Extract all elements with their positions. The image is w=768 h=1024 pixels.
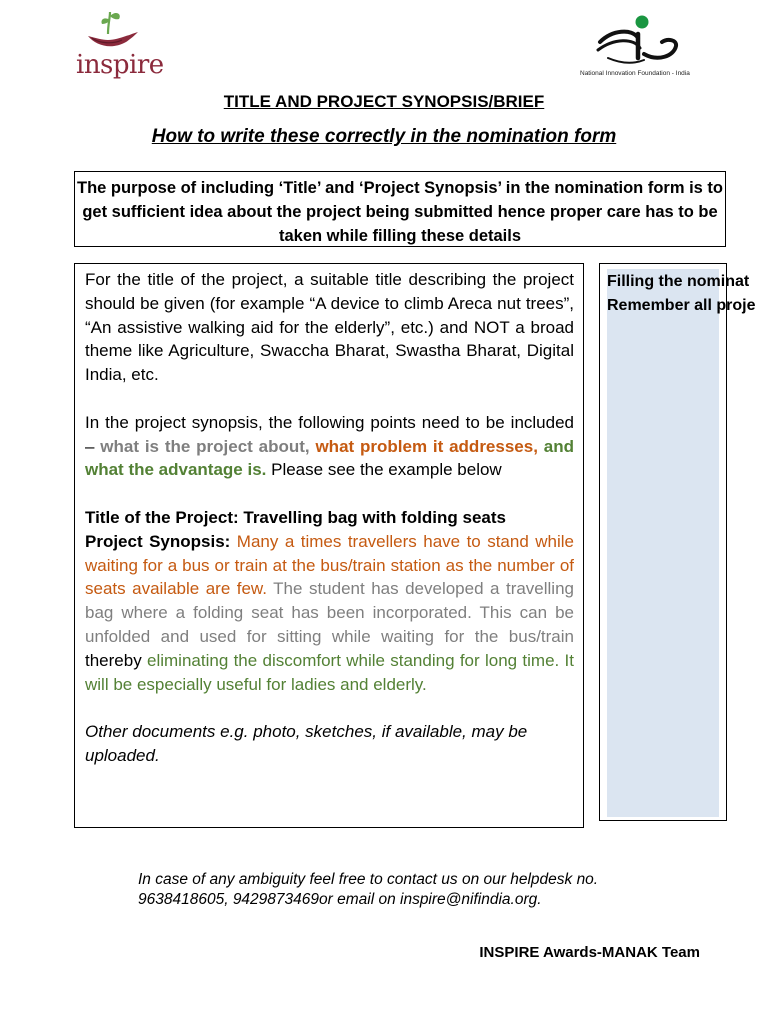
example-advantage: eliminating the discomfort while standing for long time. It will be especially useful for ladies and elderly. [85, 650, 574, 694]
page-title: TITLE AND PROJECT SYNOPSIS/BRIEF [223, 92, 545, 111]
side-line-2: Remember all proje [607, 297, 756, 314]
title-guidance-paragraph: For the title of the project, a suitable title describing the project should be given (for example “A device to climb Areca nut trees”, “An assistive walking aid for the elderly”, etc.) and NOT a broad theme like Agriculture, Swaccha Bharat, Swastha Bharat, Digital India, etc. [85, 270, 574, 385]
example-problem: Many a times travellers have to stand while waiting for a bus or train at the bus/train station as the number of seats available are few. [85, 531, 574, 599]
point-advantage: and what the advantage is. [85, 436, 574, 480]
point-problem: what problem it addresses, [309, 436, 538, 456]
nif-caption: National Innovation Foundation - India [580, 70, 690, 77]
side-box-fill [607, 269, 719, 817]
nif-emblem-icon [578, 12, 706, 70]
example-synopsis-label: Project Synopsis: [85, 531, 231, 551]
inspire-logo [74, 10, 164, 82]
point-about: what is the project about, [100, 436, 310, 456]
purpose-text: The purpose of including ‘Title’ and ‘Project Synopsis’ in the nomination form is to get sufficient idea about the project being submitted hence proper care has to be taken while filling these details [77, 179, 723, 245]
team-signature: INSPIRE Awards-MANAK Team [479, 944, 700, 961]
side-box-text [607, 270, 756, 318]
side-line-1: Filling the nominat [607, 273, 750, 290]
nif-logo [578, 12, 706, 84]
example-thereby: thereby [85, 650, 142, 670]
guidance-box [74, 263, 584, 828]
synopsis-intro: In the project synopsis, the following points need to be included – [85, 412, 574, 456]
contact-note: In case of any ambiguity feel free to contact us on our helpdesk no. 9638418605, 9429873469or email on inspire@nifindia.org. [138, 871, 599, 908]
example-about: The student has developed a travelling bag where a folding seat has been incorporated. This can be unfolded and used for sitting while waiting for the bus/train [85, 579, 574, 646]
inspire-logo-text: inspire [76, 50, 164, 80]
side-box [599, 263, 756, 821]
page-subtitle: How to write these correctly in the nomination form [151, 126, 617, 147]
synopsis-guidance-paragraph [85, 411, 574, 482]
synopsis-after: Please see the example below [266, 460, 502, 480]
example-title: Title of the Project: Travelling bag with folding seats [85, 507, 506, 527]
example-synopsis-paragraph [85, 530, 574, 697]
purpose-box [74, 171, 726, 247]
other-documents-note: Other documents e.g. photo, sketches, if available, may be uploaded. [85, 722, 528, 765]
